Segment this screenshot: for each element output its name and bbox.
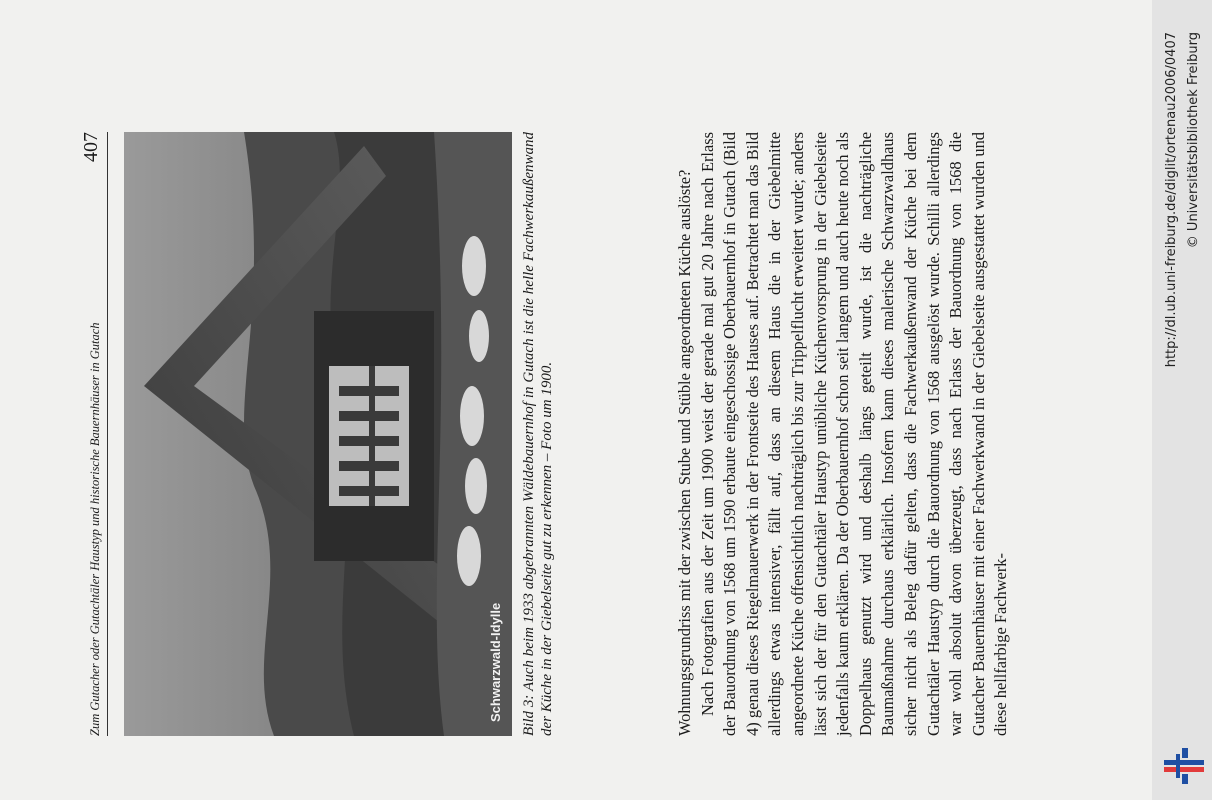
historic-farmhouse-photo — [124, 132, 512, 736]
sidebar-text — [1152, 0, 1212, 800]
paragraph-2: Nach Fotografien aus der Zeit um 1900 weist der gerade mal gut 20 Jahre nach Erlass der Bauordnung von 1568 um 1590 erbaute eingeschossige Oberbauernhof in Gutach (Bild 4) genau dieses Riegelmauerwerk in der Frontseite des Hauses auf. Betrachtet man das Bild allerdings etwas intensiver, fällt auf, dass an diesem Haus die in der Giebelmitte angeordnete Küche offensichtlich nachträglich bis zur Trippelflucht erweitert wurde; anders lässt sich der für den Gutachtäler Haustyp unübliche Küchenvorsprung in der Giebelseite jedenfalls kaum erklären. Da der Oberbauernhof schon seit langem und auch heute noch als Doppelhaus genutzt wird und deshalb längs geteilt wurde, ist die nachträgliche Baumaßnahme durchaus erklärlich. Insofern kann dieses malerische Schwarzwaldhaus sicher nicht als Beleg dafür gelten, dass die Fachwerkaußenwand der Küche bei dem Gutachtäler Haustyp durch die Bauordnung von 1568 ausgelöst wurde. Schilli allerdings war wohl absolut davon überzeugt, dass nach Erlass der Bauordnung von 1568 die Gutacher Bauernhäuser mit einer Fachwerkwand in der Giebelseite ausgestattet wurden und diese hellfarbige Fachwerk- — [697, 132, 1011, 736]
university-library-logo-icon[interactable] — [1162, 746, 1206, 786]
figure-caption: Bild 3: Auch beim 1933 abgebrannten Wäldebauernhof in Gutach ist die helle Fachwerkaußenwand der Küche in der Giebelseite gut zu erkennen – Foto um 1900. — [521, 132, 555, 736]
paragraph-1: Wohnungsgrundriss mit der zwischen Stube und Stüble angeordneten Küche auslöste? — [675, 169, 694, 736]
farmhouse-photo-illustration — [124, 132, 512, 736]
page-number: 407 — [80, 132, 102, 162]
running-title: Zum Gutacher oder Gutachtäler Haustyp und historische Bauernhäuser in Gutach — [88, 322, 102, 736]
copyright-notice: © Universitätsbibliothek Freiburg — [1186, 32, 1201, 249]
source-url-link[interactable]: http://dl.ub.uni-freiburg.de/diglit/ortenau2006/0407 — [1164, 32, 1179, 368]
running-head — [80, 132, 108, 736]
body-text — [674, 132, 1013, 736]
photo-label: Schwarzwald-Idylle — [488, 602, 503, 722]
